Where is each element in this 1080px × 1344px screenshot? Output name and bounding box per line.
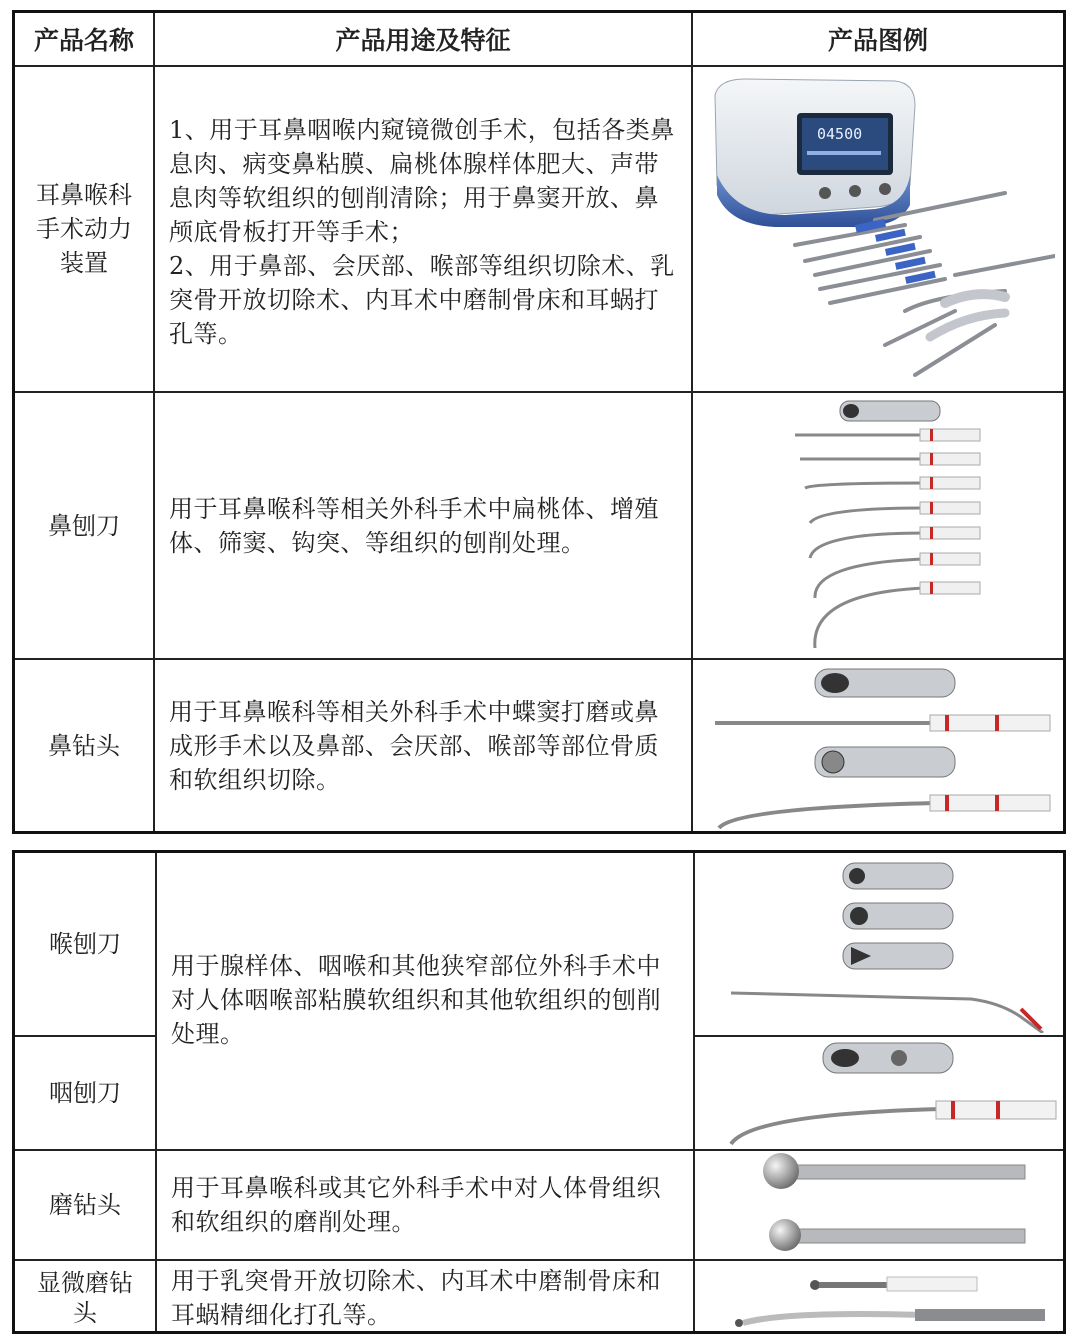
laryngeal-shaver-image (721, 857, 1061, 1033)
row-nasal-drill-desc (155, 660, 691, 831)
desc-text: 用于耳鼻喉科或其它外科手术中对人体骨组织和软组织的磨削处理。 (171, 1174, 661, 1236)
device-screen-readout: 04500 (817, 125, 863, 143)
row-ent-power-device-desc (155, 113, 691, 383)
desc-text: 用于乳突骨开放切除术、内耳术中磨制骨床和耳蜗精细化打孔等。 (171, 1266, 661, 1329)
row-laryngeal-shaver-name: 喉刨刀 (49, 930, 121, 958)
header-product-name: 产品名称 (33, 26, 134, 55)
desc-text: 1、用于耳鼻咽喉内窥镜微创手术，包括各类鼻息肉、病变鼻粘膜、扁桃体腺样体肥大、声带息肉等软组织的刨削清除；用于鼻窦开放、鼻颅底骨板打开等手术； 2、用于鼻部、会厌部、喉部等组织切除术、乳突骨开放切除术、内耳术中磨制骨床和耳蜗打孔等。 (169, 116, 675, 348)
desc-text: 用于腺样体、咽喉和其他狭窄部位外科手术中对人体咽喉部粘膜软组织和其他软组织的刨削处理。 (171, 952, 661, 1048)
header-product-image: 产品图例 (827, 26, 928, 55)
micro-burr-image (725, 1265, 1055, 1333)
desc-text: 用于耳鼻喉科等相关外科手术中扁桃体、增殖体、筛窦、钩突、等组织的刨削处理。 (169, 494, 659, 557)
row-micro-burr-desc (157, 1261, 693, 1334)
row-ent-power-device-name (15, 67, 153, 391)
burr-image (745, 1151, 1035, 1259)
row-burr-desc (157, 1151, 693, 1259)
nasal-shaver-image (785, 393, 985, 658)
row-nasal-drill-name: 鼻钻头 (48, 731, 120, 760)
product-table-2 (12, 850, 1066, 1334)
pharyngeal-shaver-image (721, 1039, 1061, 1147)
name-text: 耳鼻喉科 手术动力 装置 (36, 181, 132, 277)
row-pharyngeal-shaver-name: 咽刨刀 (49, 1079, 121, 1107)
row-laryngeal-shaver-desc (157, 949, 693, 1149)
desc-text: 用于耳鼻喉科等相关外科手术中蝶窦打磨或鼻成形手术以及鼻部、会厌部、喉部等部位骨质和软组织切除。 (169, 697, 659, 794)
name-text: 显微磨钻 头 (37, 1268, 133, 1327)
row-micro-burr-name (15, 1261, 155, 1334)
product-table-1 (12, 10, 1066, 834)
nasal-drill-image (705, 663, 1060, 831)
ent-power-device-image (705, 75, 1055, 385)
row-burr-name: 磨钻头 (49, 1191, 121, 1219)
row-nasal-shaver-desc (155, 393, 691, 658)
header-product-usage: 产品用途及特征 (335, 26, 511, 55)
row-nasal-shaver-name: 鼻刨刀 (48, 511, 120, 540)
